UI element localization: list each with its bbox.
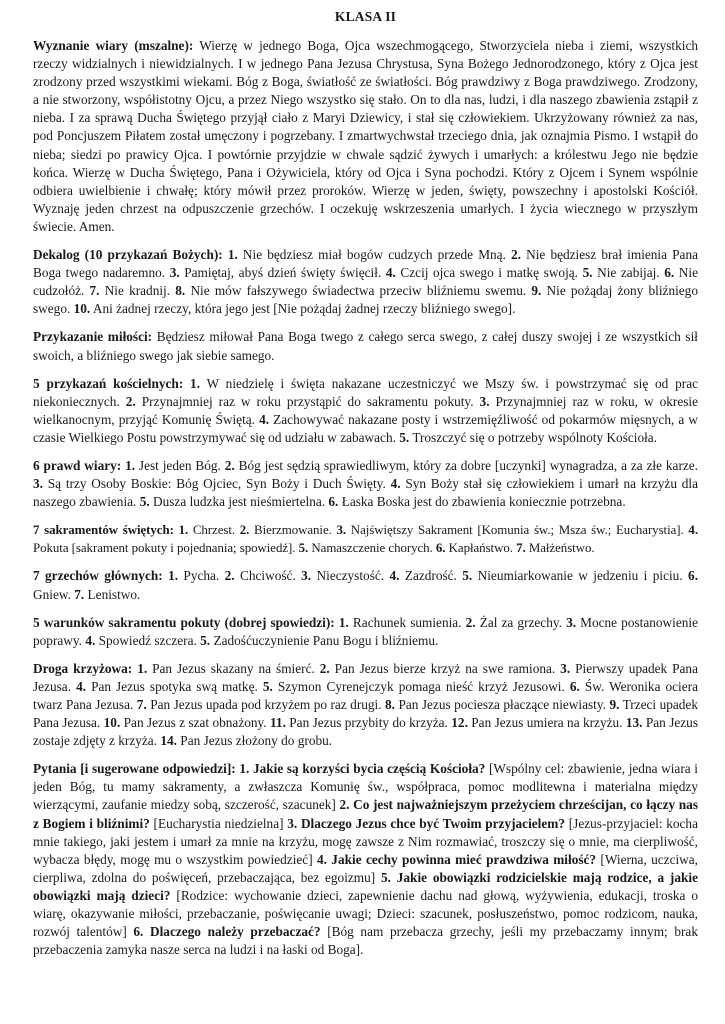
bold-text: 7. (516, 541, 526, 556)
body-text: W niedzielę i święta nakazane uczestniczyć we Mszy św. i powstrzymać się od prac niekoniecznych. (33, 375, 699, 409)
body-text: [Rodzice: wychowanie dzieci, zapewnienie dachu nad głową, wyżywienia, edukacji, troska o wiarę, okazywanie miłości, przebaczanie, poświęcanie uwagi; Dzieci: szacunek, posłuszeństwo, pomoc rodzicom, nauka, rozwój talentów] (33, 887, 699, 940)
body-text: Chciwość. (234, 568, 302, 584)
bold-text: 5. (200, 632, 211, 648)
bold-text: 4. (390, 476, 401, 492)
body-text: Łaska Boska jest do zbawienia koniecznie potrzebna. (338, 494, 626, 510)
body-text: Mocne postanowienie poprawy. (33, 614, 698, 648)
bold-text: 6. (569, 678, 580, 694)
body-text: Czcij ojca swego i matkę swoją. (395, 265, 583, 281)
body-text: Nie będziesz brał imienia Pana Boga twego nadaremno. (33, 247, 698, 281)
body-text: Lenistwo. (84, 586, 141, 602)
body-text: Nie kradnij. (99, 283, 176, 299)
body-text: Gniew. (33, 586, 75, 602)
body-text: Są trzy Osoby Boskie: Bóg Ojciec, Syn Boży i Duch Święty. (42, 476, 391, 492)
body-text: [Bóg nam przebacza grzechy, jeśli my przebaczamy innym; brak przebaczenia zamyka nasze serca na ludzi i na łaski od Boga]. (33, 924, 698, 958)
bold-text: 11. (270, 715, 286, 731)
bold-text: 2. (465, 614, 476, 630)
body-text: [Jezus-przyjaciel: kocha mnie takiego, jaki jestem i umarł za mnie na krzyżu, mogę zawsze z Nim rozmawiać, troszczy się o mnie, ma cierpliwość, wybacza błędy, mogę mu o wszystkim powiedzieć] (33, 815, 698, 867)
body-text: Chrzest. (188, 523, 240, 538)
body-text: Pamiętaj, abyś dzień święty święcił. (179, 265, 386, 281)
body-text: Pokuta [sakrament pokuty i pojednania; spowiedź]. (33, 541, 299, 556)
body-text: Pan Jezus zostaje zdjęty z krzyża. (33, 715, 698, 749)
body-text: Przynajmniej raz w roku przystąpić do sakramentu pokuty. (135, 393, 480, 409)
body-text: Pan Jezus przybity do krzyża. (285, 715, 452, 731)
body-text: Przynajmniej raz w roku, w okresie wielkanocnym, przyjąć Komunię Świętą. (33, 393, 698, 427)
body-text: Zazdrość. (399, 568, 463, 584)
bold-text: 3. Dlaczego Jezus chce być Twoim przyjacielem? (287, 815, 566, 831)
bold-text: Przykazanie miłości: (33, 329, 153, 345)
bold-text: Dekalog (10 przykazań Bożych): (33, 247, 223, 263)
body-text: Rachunek sumienia. (348, 614, 466, 630)
body-text: Pycha. (178, 568, 225, 584)
body-text: Troszczyć się o potrzeby wspólnoty Kościoła. (409, 429, 658, 445)
bold-text: 8. (175, 283, 186, 299)
section-credo (33, 37, 698, 236)
body-text: Bóg jest sędzią sprawiedliwym, który za dobre [uczynki] wynagradza, a za złe karze. (234, 457, 698, 473)
body-text: Pan Jezus skazany na śmierć. (147, 660, 320, 676)
body-text: Pan Jezus pocieszа płaczące niewiasty. (395, 697, 610, 712)
bold-text: 2. (224, 568, 235, 584)
body-text: Zadośćuczynienie Panu Bogu i bliźniemu. (210, 632, 439, 648)
section-grzechy (33, 567, 698, 603)
bold-text: 2. (224, 457, 235, 473)
bold-text: 4. (389, 568, 400, 584)
bold-text: 5. (462, 568, 473, 584)
bold-text: 3. (566, 614, 577, 630)
body-text: [Wierna, uczciwa, cierpliwa, zdolna do poświęceń, przebaczająca, bez egoizmu] (33, 851, 698, 885)
body-text: Nieumiarkowanie w jedzeniu i piciu. (472, 568, 689, 584)
bold-text: 2. (319, 660, 330, 676)
bold-text: 14. (160, 733, 177, 749)
bold-text: Pytania [i sugerowane odpowiedzi]: 1. Jakie są korzyści bycia częścią Kościoła? (33, 761, 486, 777)
page-title: KLASA II (334, 9, 397, 24)
bold-text: 2. (125, 393, 136, 409)
bold-text: 1. (137, 660, 148, 676)
body-text: Będziesz miłował Pana Boga twego z całego serca swego, z całej duszy swojej i ze wszystkich sił swoich, a bliźniego swego jak siebie samego. (33, 329, 698, 363)
bold-text: 9. (609, 697, 620, 712)
body-text: Pan Jezus upada pod krzyżem po raz drugi. (146, 697, 386, 712)
bold-text: 7. (74, 586, 85, 602)
body-text: Nie pożądaj żony bliźniego swego. (33, 283, 698, 317)
body-text: Namaszczenie chorych. (308, 541, 436, 556)
bold-text: 6 prawd wiary: (33, 457, 122, 473)
bold-text: 4. (688, 523, 698, 538)
section-droga (33, 660, 698, 750)
bold-text: Wyznanie wiary (mszalne): (33, 38, 194, 53)
section-prawdy (33, 457, 698, 511)
bold-text: 6. (688, 568, 699, 584)
bold-text: 5. (399, 429, 410, 445)
bold-text: 10. (73, 301, 91, 317)
body-text: Pan Jezus umiera na krzyżu. (467, 715, 626, 731)
body-text: Żal za grzechy. (475, 614, 567, 630)
bold-text: 1. (227, 247, 238, 263)
body-text: Szymon Cyrenejczyk pomaga nieść krzyż Jezusowi. (272, 678, 570, 694)
bold-text: 6. Dlaczego należy przebaczać? (133, 924, 321, 940)
section-dekalog (33, 246, 698, 318)
body-text: Dusza ludzka jest nieśmiertelna. (149, 494, 329, 510)
bold-text: 2. Co jest najważniejszym przeżyciem chrześcijan, co łączy nas z Bogiem i bliźnimi? (33, 797, 698, 831)
bold-text: Droga krzyżowa: (33, 660, 133, 676)
body-text: Ani żadnej rzeczy, która jego jest [Nie pożądaj żadnej rzeczy bliźniego swego]. (90, 301, 516, 317)
bold-text: 4. (85, 632, 96, 648)
bold-text: 3. (560, 660, 571, 676)
body-text: Pan Jezus bierze krzyż na swe ramiona. (329, 660, 561, 676)
bold-text: 5. (262, 678, 273, 694)
body-text: Nie mów fałszywego świadectwa przeciw bliźniemu swemu. (185, 283, 532, 299)
bold-text: 12. (451, 715, 468, 731)
section-pytania (33, 760, 698, 959)
bold-text: 4. (76, 678, 87, 694)
body-text: Wierzę w jednego Boga, Ojca wszechmogącego, Stworzyciela nieba i ziemi, wszystkich rzeczy widzialnych i niewidzialnych. I w jednego Pana Jezusa Chrystusa, Syna Bożego Jednorodzonego, który z Ojca jest zrodzony przed wszystkimi wiekami. Bóg z Boga, światłość ze światłości. Bóg prawdziwy z Boga prawdziwego. Zrodzony, a nie stworzony, współistotny Ojcu, a przez Niego wszystko się stało. On to dla nas, ludzi, i dla naszego zbawienia zstąpił z nieba. I za sprawą Ducha Świętego przyjął ciało z Maryi Dziewicy, i stał się człowiekiem. Ukrzyżowany również za nas, pod Poncjuszem Piłatem został umęczony i pogrzebany. I zmartwychwstał trzeciego dnia, jak oznajmia Pismo. I wstąpił do nieba; siedzi po prawicy Ojca. I powtórnie przyjdzie w chwale sądzić żywych i umarłych: a królestwu Jego nie będzie końca. Wierzę w Ducha Świętego, Pana i Ożywiciela, który od Ojca i Syna pochodzi. Który z Ojcem i Synem wspólnie odbiera uwielbienie i chwałę; który mówił przez proroków. Wierzę w jeden, święty, powszechny i apostolski Kościół. Wyznaję jeden chrzest na odpuszczenie grzechów. I oczekuję wskrzeszenia umarłych. I życia wiecznego w przyszłym świecie. Amen. (33, 38, 699, 234)
body-text: Syn Boży stał się człowiekiem i umarł na krzyżu dla naszego zbawienia. (33, 476, 698, 510)
bold-text: 9. (531, 283, 542, 299)
bold-text: 2. (239, 523, 250, 538)
bold-text: 4. Jakie cechy powinna mieć prawdziwa miłość? (316, 851, 597, 867)
bold-text: 3. (33, 476, 43, 492)
document-body (33, 37, 698, 959)
bold-text: 1. (178, 523, 189, 538)
body-text: Pierwszy upadek Pana Jezusa. (33, 660, 698, 694)
body-text: Bierzmowanie. (249, 523, 337, 538)
bold-text: 1. (125, 457, 136, 473)
body-text: Spowiedź szczera. (95, 632, 201, 648)
bold-text: 7 grzechów głównych: (33, 568, 163, 584)
body-text: Trzeci upadek Pana Jezusa. (33, 697, 698, 731)
body-text: Św. Weronika ociera twarz Pana Jezusa. (33, 678, 698, 712)
bold-text: 2. (511, 247, 522, 263)
bold-text: 3. (301, 568, 312, 584)
body-text: Najświętszy Sakrament [Komunia św.; Msza św.; Eucharystia]. (346, 523, 689, 538)
bold-text: 3. (169, 265, 180, 281)
bold-text: 5. (582, 265, 593, 281)
bold-text: 5. Jakie obowiązki rodzicielskie mają rodzice, a jakie obowiązki mają dzieci? (33, 869, 698, 903)
bold-text: 4. (385, 265, 396, 281)
bold-text: 7. (136, 697, 147, 712)
bold-text: 10. (103, 715, 121, 731)
body-text: Nieczystość. (311, 568, 390, 584)
bold-text: 3. (479, 393, 490, 409)
bold-text: 1. (168, 568, 179, 584)
bold-text: 3. (336, 523, 347, 538)
section-sakramenty (33, 521, 698, 557)
body-text: Nie będziesz miał bogów cudzych przede Mną. (237, 247, 512, 263)
body-text: Pan Jezus spotyka swą matkę. (86, 678, 263, 694)
bold-text: 1. (190, 375, 201, 391)
bold-text: 4. (259, 411, 270, 427)
bold-text: 5. (139, 494, 150, 510)
bold-text: 7. (89, 283, 100, 299)
section-warunki (33, 614, 698, 650)
bold-text: 5 przykazań kościelnych: (33, 375, 184, 391)
bold-text: 5 warunków sakramentu pokuty (dobrej spowiedzi): (33, 614, 335, 630)
body-text: Pan Jezus złożony do grobu. (176, 733, 333, 749)
body-text: Nie zabijaj. (592, 265, 665, 281)
bold-text: 5. (298, 541, 309, 556)
section-koscielne (33, 375, 698, 447)
body-text: [Wspólny cel: zbawienie, jedna wiara i jeden Bóg, tu mamy sakramenty, a zwłaszcza Komunię św., współpraca, pomoc modlitewna i materialna między wierzącymi, zaufanie miedzy sobą, szczerość, szacunek] (33, 761, 698, 813)
bold-text: 7 sakramentów świętych: (33, 523, 174, 538)
bold-text: 6. (435, 541, 446, 556)
body-text: Nie cudzołóż. (33, 265, 698, 299)
bold-text: 6. (328, 494, 339, 510)
body-text: Kapłaństwo. (445, 541, 517, 556)
bold-text: 6. (664, 265, 675, 281)
section-milosc (33, 328, 698, 364)
bold-text: 8. (385, 697, 395, 712)
body-text: Pan Jezus z szat obnażony. (120, 715, 270, 731)
body-text: Małżeństwo. (525, 541, 595, 556)
body-text: [Eucharystia niedzielna] (149, 815, 288, 831)
body-text: Zachowywać nakazane posty i wstrzemięźliwość od pokarmów mięsnych, a w czasie Wielkiego Postu powstrzymywać się od udziału w zabawach. (33, 411, 698, 445)
body-text: Jest jeden Bóg. (135, 457, 225, 473)
bold-text: 1. (338, 614, 349, 630)
bold-text: 13. (625, 715, 643, 731)
